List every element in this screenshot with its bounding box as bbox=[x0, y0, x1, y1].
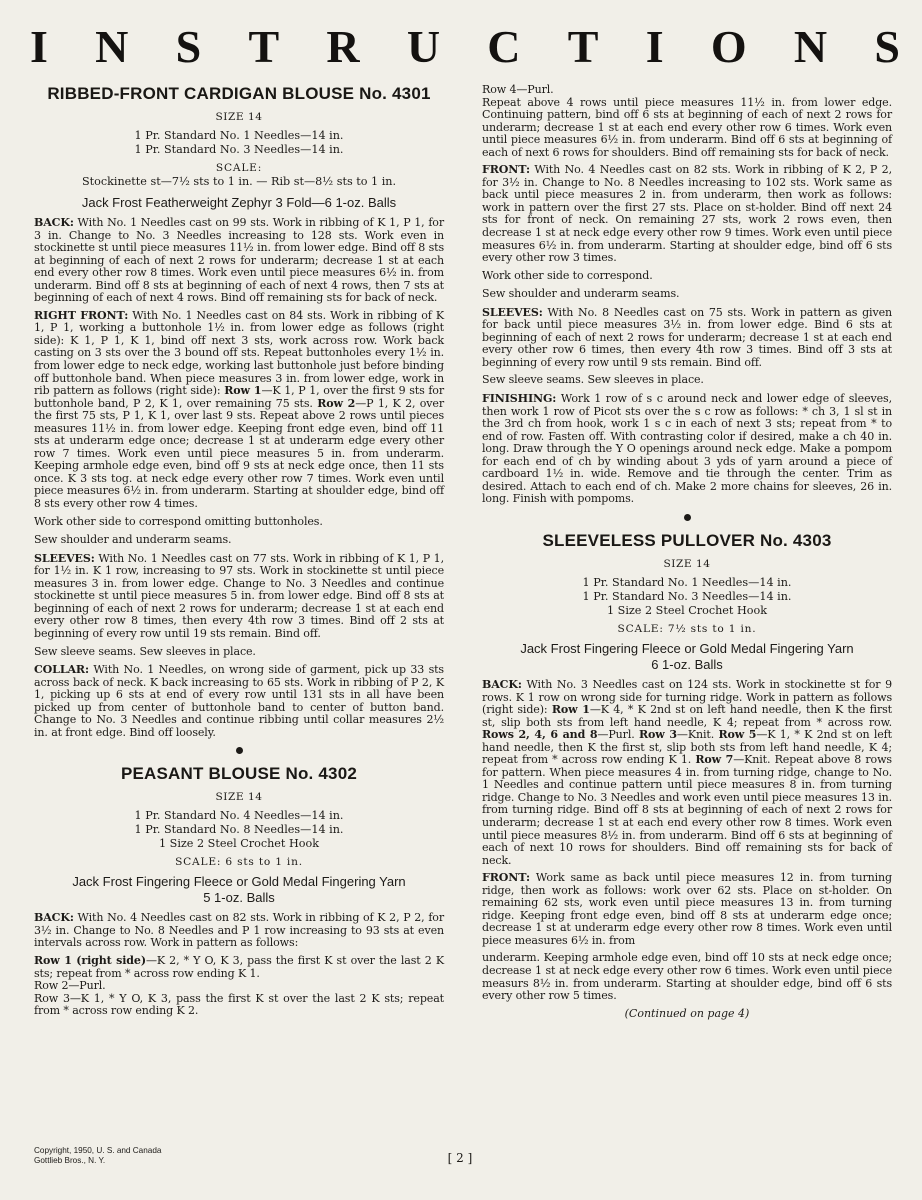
cardigan-collar bbox=[34, 664, 444, 739]
header-letter: N bbox=[95, 21, 129, 72]
continued-note: (Continued on page 4) bbox=[624, 1006, 750, 1020]
row-label: Row 7 bbox=[695, 753, 734, 767]
peasant-sleeves bbox=[482, 307, 892, 370]
cardigan-sew-seams: Sew shoulder and underarm seams. bbox=[34, 533, 232, 547]
header-letter: R bbox=[326, 21, 360, 72]
yarn-line: Jack Frost Fingering Fleece or Gold Medal Fingering Yarn bbox=[520, 640, 854, 656]
peasant-yarn bbox=[34, 874, 444, 906]
left-column bbox=[34, 84, 444, 1018]
peasant-sew-seams: Sew shoulder and underarm seams. bbox=[482, 287, 680, 301]
pullover-size: SIZE 14 bbox=[663, 557, 711, 570]
peasant-row-3: Row 3—K 1, * Y O, K 3, pass the first K st over the last 2 K sts; repeat from * across row ending K 2. bbox=[34, 991, 444, 1018]
pullover-front bbox=[482, 872, 892, 947]
peasant-size: SIZE 14 bbox=[215, 791, 263, 804]
cardigan-sleeves bbox=[34, 553, 444, 641]
peasant-sew-sleeves: Sew sleeve seams. Sew sleeves in place. bbox=[482, 373, 704, 387]
right-column bbox=[482, 84, 892, 1020]
header-letter: S bbox=[175, 21, 202, 72]
section-label: BACK: bbox=[34, 216, 74, 229]
peasant-needles-1: 1 Pr. Standard No. 4 Needles—14 in. bbox=[134, 809, 344, 823]
pullover-scale: SCALE: 7½ sts to 1 in. bbox=[617, 622, 757, 635]
page-header bbox=[30, 18, 900, 76]
section-bullet bbox=[684, 514, 691, 521]
yarn-line: Jack Frost Fingering Fleece or Gold Medal Fingering Yarn bbox=[72, 874, 406, 890]
section-text: With No. 4 Needles cast on 82 sts. Work in ribbing of K 2, P 2, for 3½ in. Change to No. 8 Needles and P 1 row increasing to 93 sts at even intervals across row. Work in pattern as follows: bbox=[34, 911, 444, 950]
page-number: [ 2 ] bbox=[447, 1151, 473, 1165]
row-label: Row 1 (right side) bbox=[34, 953, 146, 967]
section-text: With No. 3 Needles cast on 124 sts. Work in stockinette st for 9 rows. K 1 row on wrong side for turning ridge. Work in pattern as follows (right side): bbox=[482, 677, 892, 717]
row-text: —K 2, * Y O, K 3, pass the first K st over the last 2 K sts; repeat from * across row ending K 1. bbox=[34, 953, 444, 980]
row-text: —Knit. bbox=[676, 728, 715, 742]
section-label: COLLAR: bbox=[34, 663, 89, 677]
header-letter: N bbox=[793, 21, 828, 72]
row-label: Row 5 bbox=[718, 728, 757, 742]
section-label: FRONT: bbox=[482, 163, 530, 177]
header-letter: O bbox=[710, 21, 747, 72]
peasant-other-side: Work other side to correspond. bbox=[482, 268, 653, 282]
cardigan-size: SIZE 14 bbox=[215, 111, 263, 123]
row-text: —K 1, P 1, over the first 9 sts for buttonhole band, P 2, K 1, over remaining 75 sts. bbox=[34, 384, 444, 410]
peasant-hook: 1 Size 2 Steel Crochet Hook bbox=[159, 837, 319, 851]
peasant-title: PEASANT BLOUSE No. 4302 bbox=[120, 764, 358, 784]
copyright-line: Gottlieb Bros., N. Y. bbox=[34, 1156, 106, 1165]
yarn-line: 5 1-oz. Balls bbox=[203, 890, 275, 906]
cardigan-other-side: Work other side to correspond omitting buttonholes. bbox=[34, 514, 323, 528]
cardigan-scale: Stockinette st—7½ sts to 1 in. — Rib st—8½ sts to 1 in. bbox=[81, 175, 397, 188]
peasant-needles-2: 1 Pr. Standard No. 8 Needles—14 in. bbox=[134, 823, 344, 837]
row-label: Row 1 bbox=[224, 384, 262, 398]
section-text: With No. 8 Needles cast on 75 sts. Work in pattern as given for back until piece measures 3½ in. from lower edge. Bind 6 sts at beginning of each of next 2 rows for underarm; decrease 1 st at each end every other row 6 times, then every 4th row 3 times. Bind off 3 sts at beginning of every row until 9 sts remain. Bind off. bbox=[482, 305, 892, 369]
section-label: RIGHT FRONT: bbox=[34, 308, 129, 322]
header-letter: T bbox=[567, 21, 599, 72]
peasant-scale: SCALE: 6 sts to 1 in. bbox=[175, 856, 303, 869]
section-text: With No. 1 Needles cast on 99 sts. Work in ribbing of K 1, P 1, for 3 in. Change to No. 3 Needles increasing to 128 sts. Work even in stockinette st until piece measures 11½ in. from lower edge. Bind off 8 sts at beginning of each of next 2 rows for underarm; decrease 1 st at each end every other row 8 times. Work even until piece measures 6½ in. from underarm. Bind off 8 sts at beginning of each of next 4 rows, then 7 sts at beginning of each of next 4 rows. Bind off remaining sts for back of neck. bbox=[34, 216, 444, 305]
section-label: FRONT: bbox=[482, 871, 530, 885]
header-letter: I bbox=[30, 21, 48, 72]
pullover-needles-2: 1 Pr. Standard No. 3 Needles—14 in. bbox=[582, 589, 792, 603]
pullover-front-continued: underarm. Keeping armhole edge even, bind off 10 sts at neck edge once; decrease 1 st at neck edge every other row 6 times. Work even until piece measurs 8½ in. from underarm. Starting at shoulder edge, bind off 6 sts every other row 5 times. bbox=[482, 951, 892, 1003]
yarn-line: 6 1-oz. Balls bbox=[651, 656, 723, 672]
row-label: Row 2 bbox=[317, 396, 356, 410]
header-letter: T bbox=[248, 21, 280, 72]
cardigan-yarn: Jack Frost Featherweight Zephyr 3 Fold—6 1-oz. Balls bbox=[81, 195, 397, 210]
copyright-line: Copyright, 1950, U. S. and Canada bbox=[34, 1146, 162, 1155]
pullover-title: SLEEVELESS PULLOVER No. 4303 bbox=[542, 530, 832, 550]
section-bullet bbox=[236, 747, 243, 754]
section-text: With No. 1 Needles cast on 77 sts. Work in ribbing of K 1, P 1, for 1½ in. K 1 row, increasing to 97 sts. Work in stockinette st until piece measures 3 in. from lower edge. Change to No. 3 Needles and continue stockinette st until piece measures 5 in. from lower edge. Bind off 8 sts at beginning of each of next 2 rows for underarm; decrease 1 st at each end every other row 8 times, then every 4th row 3 times. Bind off 2 sts at beginning of every row until 19 sts remain. Bind off. bbox=[34, 551, 444, 640]
peasant-row-4: Row 4—Purl. bbox=[482, 83, 554, 96]
row-label: Rows 2, 4, 6 and 8 bbox=[482, 728, 598, 742]
cardigan-needles-1: 1 Pr. Standard No. 1 Needles—14 in. bbox=[134, 129, 344, 142]
cardigan-sew-sleeves: Sew sleeve seams. Sew sleeves in place. bbox=[34, 644, 256, 658]
peasant-row-2: Row 2—Purl. bbox=[34, 979, 106, 993]
header-letter: S bbox=[874, 21, 900, 72]
row-text: —K 1, * K 2nd st on left hand needle, then K the first st, slip both sts from left hand needle, K 4; repeat from * across row ending K 1. bbox=[482, 728, 892, 767]
cardigan-back bbox=[34, 217, 444, 305]
section-label: BACK: bbox=[482, 677, 522, 691]
header-letter: C bbox=[487, 21, 521, 72]
peasant-back bbox=[34, 912, 444, 950]
peasant-continue: Repeat above 4 rows until piece measures 11½ in. from lower edge. Continuing pattern, bind off 6 sts at beginning of each of next 2 rows for underarm; decrease 1 st at each end every other row 6 times. Work even until piece measures 6½ in. from underarm. Bind off 6 sts at beginning of each of next 6 rows for shoulders. Bind off remaining sts for back of neck. bbox=[482, 95, 892, 159]
cardigan-needles-2: 1 Pr. Standard No. 3 Needles—14 in. bbox=[134, 143, 344, 156]
header-letter: U bbox=[406, 21, 441, 72]
row-label: Row 3 bbox=[638, 728, 677, 742]
section-text: With No. 1 Needles, on wrong side of garment, pick up 33 sts across back of neck. K back increasing to 65 sts. Work in ribbing of P 2, K 1, picking up 6 sts at end of every row until 131 sts in all have been picked up from center of buttonhole band to center of button band. Change to No. 3 Needles and continue ribbing until collar measures 2½ in. at front edge. Bind off loosely. bbox=[34, 663, 444, 739]
peasant-front bbox=[482, 164, 892, 264]
peasant-row-1 bbox=[34, 955, 444, 980]
section-label: BACK: bbox=[34, 911, 74, 925]
header-letter: I bbox=[645, 21, 664, 72]
row-text: —Purl. bbox=[597, 728, 635, 742]
section-text: With No. 4 Needles cast on 82 sts. Work in ribbing of K 2, P 2, for 3½ in. Change to No. 8 Needles increasing to 102 sts. Work same as back until piece measures 2 in. from underarm, then work as follows: work in pattern over the first 27 sts. Place on st-holder. Bind off next 24 sts for front of neck. On remaining 27 sts, work 2 rows even, then decrease 1 st at neck edge every other row 9 times. Work even until piece measures 6½ in. from underarm. Starting at shoulder edge, bind off 6 sts every other row 3 times. bbox=[482, 163, 892, 265]
pullover-hook: 1 Size 2 Steel Crochet Hook bbox=[607, 603, 767, 617]
row-text: —P 1, K 2, over the first 75 sts, P 1, K 1, over last 9 sts. Repeat above 2 rows until pieces measures 11½ in. from lower edge. Keeping front edge even, bind off 11 sts at underarm edge once; decrease 1 st at underarm edge every other row 7 times. Work even until piece measures 5 in. from underarm. Keeping armhole edge even, bind off 9 sts at neck edge once, then 11 sts once. K 3 sts tog. at neck edge every other row 7 times. Work even until piece measures 6½ in. from underarm. Starting at shoulder edge, bind off 8 sts every other row 4 times. bbox=[34, 396, 444, 511]
pullover-yarn bbox=[482, 641, 892, 673]
row-label: Row 1 bbox=[551, 703, 590, 717]
pullover-back bbox=[482, 679, 892, 867]
row-text: —K 4, * K 2nd st on left hand needle, then K the first st, slip both sts from left hand needle, K 4; repeat from * across row. bbox=[482, 703, 892, 729]
peasant-finishing bbox=[482, 393, 892, 506]
cardigan-right-front bbox=[34, 310, 444, 511]
section-label: FINISHING: bbox=[482, 392, 557, 406]
section-text: With No. 1 Needles cast on 84 sts. Work in ribbing of K 1, P 1, working a buttonhole 1½ in. from lower edge as follows (right side): K 1, P 1, K 1, bind off next 3 sts, work across row. Work back casting on 3 sts over the 3 bound off sts. Repeat buttonholes every 1½ in. from lower edge to neck edge, working last buttonhole just before binding off buttonhole band. When piece measures 3 in. from lower edge, work in rib pattern as follows (right side): bbox=[34, 308, 444, 398]
cardigan-scale-label: SCALE: bbox=[215, 162, 263, 174]
section-text: Work same as back until piece measures 12 in. from turning ridge, then work as follows: work over 62 sts. Place on st-holder. On remaining 62 sts, work even until piece measures 13 in. from turning ridge. Keeping front edge even, bind off 8 sts at underarm edge once; decrease 1 st at underarm edge every other row 8 times. Work even until piece measures 6½ in. from bbox=[482, 871, 892, 947]
copyright bbox=[34, 1146, 234, 1166]
row-text: —Knit. Repeat above 8 rows for pattern. When piece measures 4 in. from turning ridge, change to No. 1 Needles and continue pattern until piece measures 8 in. from turning ridge. Change to No. 3 Needles and work even until piece measures 13 in. from turning ridge. Bind off 8 sts at beginning of each of next 2 rows for underarm; decrease 1 st at each end every other row 8 times. Work even until piece measures 8½ in. from underarm. Bind off 6 sts at beginning of each of next 10 rows for shoulders. Bind off remaining sts for back of neck. bbox=[482, 753, 892, 867]
cardigan-title: RIBBED-FRONT CARDIGAN BLOUSE No. 4301 bbox=[47, 84, 431, 103]
section-label: SLEEVES: bbox=[34, 551, 95, 565]
pullover-needles-1: 1 Pr. Standard No. 1 Needles—14 in. bbox=[582, 575, 792, 589]
section-label: SLEEVES: bbox=[482, 305, 543, 319]
section-text: Work 1 row of s c around neck and lower edge of sleeves, then work 1 row of Picot sts over the s c row as follows: * ch 3, 1 sl st in the 3rd ch from hook, work 1 s c in each of next 3 sts; repeat from * to end of row. Fasten off. With contrasting color if desired, make a ch 40 in. long. Draw through the Y O openings around neck edge. Make a pompom for each end of ch by winding about 3 yds of yarn around a piece of cardboard 1½ in. wide. Remove and tie through the center. Trim as desired. Attach to each end of ch. Make 2 more chains for sleeves, 26 in. long. Finish with pompoms. bbox=[482, 392, 892, 506]
